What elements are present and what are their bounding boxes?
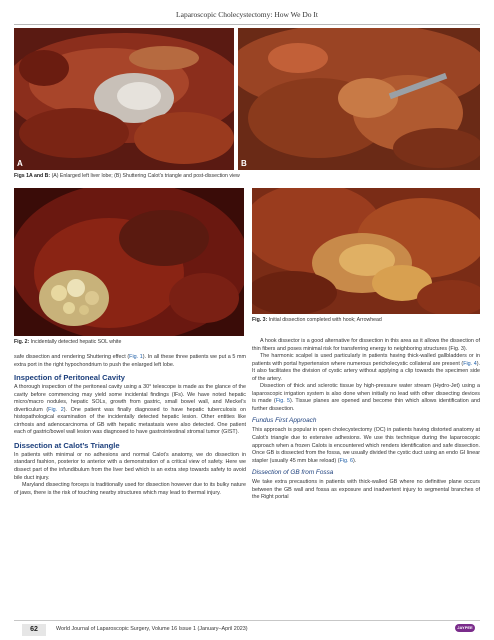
figure-1-caption-text: (A) Enlarged left liver lobe; (B) Shuttering Calot’s triangle and post-dissection view bbox=[50, 173, 240, 179]
right-paragraph-3 bbox=[252, 383, 480, 413]
figure-3-image bbox=[252, 188, 480, 314]
left-p1-text-b: ). In all these three patients we put a 5 mm extra port in the right hypochondrium to push the enlarged left lobe. bbox=[14, 354, 247, 368]
journal-citation: World Journal of Laparoscopic Surgery, Volume 16 Issue 1 (January–April 2023) bbox=[56, 626, 248, 632]
right-paragraph-4 bbox=[252, 427, 480, 465]
header-divider bbox=[14, 24, 480, 25]
publisher-logo: JAYPEE bbox=[455, 624, 475, 632]
figure-6-reference-link[interactable]: Fig. 6 bbox=[339, 457, 353, 464]
right-p3-text-b: ). Tissue planes are opened and become thin which allows identification and further dissection. bbox=[252, 398, 480, 412]
right-paragraph-2 bbox=[252, 353, 480, 383]
heading-fundus-first: Fundus First Approach bbox=[252, 417, 317, 425]
left-paragraph-2 bbox=[14, 384, 246, 437]
heading-calot-triangle: Dissection at Calot’s Triangle bbox=[14, 440, 120, 450]
left-column bbox=[14, 354, 246, 497]
figure-3-caption-text: Initial dissection completed with hook; Arrowhead bbox=[267, 317, 382, 323]
figure-1-reference-link[interactable]: Fig. 1 bbox=[129, 354, 143, 360]
figure-3-caption-label: Fig. 3: bbox=[252, 317, 268, 323]
left-p2-text-a: A thorough inspection of the peritoneal cavity using a 30° telescope is made as the glance of the cavity before commencing may yield some incidental findings (IFs). We have noted hepatic micro/macro nodules, hepatic SOLs, growth from gastric, small bowel wall, and Meckel’s diverticulum ( bbox=[14, 384, 246, 413]
figure-2-caption-text: Incidentally detected hepatic SOL white bbox=[29, 339, 122, 345]
figure-2-reference-link[interactable]: Fig. 2 bbox=[48, 406, 64, 413]
figure-2-caption bbox=[14, 339, 246, 346]
heading-gb-fossa: Dissection of GB from Fossa bbox=[252, 469, 334, 477]
figure-4-reference-link[interactable]: Fig. 4 bbox=[463, 360, 477, 367]
left-paragraph-4: Maryland dissecting forceps is traditionally used for dissection however due to its bulky nature of jaws, there is the risk of touching nearby structures which may lead to thermal injury. bbox=[14, 482, 246, 496]
figure-2-caption-label: Fig. 2: bbox=[14, 339, 30, 345]
left-p2-text-b: ). One patient was finally diagnosed to have hepatic tuberculosis on histopathological examination of the incidentally detected hepatic lesion. Other entities like cirrhosis and adenocarcinoma of GB with hepatic metastasis were also detected. One patient each of gastric/bowel wall lesion was diagnosed to have gastrointestinal stromal tumor (GIST). bbox=[14, 406, 246, 436]
figure-2-image bbox=[14, 188, 244, 336]
left-paragraph-3: In patients with minimal or no adhesions and normal Calot’s anatomy, we do dissection in standard fashion, posterior to anterior with a demonstration of a critical view of safety. Here we dissect part of the infundibulum from the liver bed which is an extra step towards safety to avoid bile duct injury. bbox=[14, 451, 246, 481]
page-number: 62 bbox=[22, 624, 46, 636]
right-p2-text-a: The harmonic scalpel is used particularly in patients having thick-walled gallbladders or in patients with portal hypertension where numerous pericholecystic collateral are present ( bbox=[252, 353, 480, 367]
footer-divider bbox=[14, 620, 480, 621]
left-paragraph-1 bbox=[14, 354, 246, 369]
figure-1a-image bbox=[14, 28, 234, 170]
right-column bbox=[252, 338, 480, 502]
left-p1-text-a: safe dissection and rendering Shuttering effect ( bbox=[14, 354, 130, 360]
figure-5-reference-link[interactable]: Fig. 5 bbox=[275, 398, 290, 405]
figure-1-caption-label: Figs 1A and B: bbox=[14, 173, 51, 179]
panel-b-label: B bbox=[241, 159, 247, 168]
right-p4-text-b: ). bbox=[352, 457, 357, 464]
figure-1-caption bbox=[14, 173, 480, 180]
right-p2-text-b: ). It also facilitates the division of cystic artery without applying a clip towards the specimen side of the artery. bbox=[252, 360, 480, 382]
right-paragraph-1: A hook dissector is a good alternative for dissection in this area as it allows the dissection of thin fibers and poses minimal risk for transferring energy to neighboring structures (Fig. 3). bbox=[252, 338, 480, 352]
right-p4-text-a: This approach is popular in open cholecystectomy (OC) in patients having distorted anatomy at Calot’s triangle due to extensive adhesions. We use this technique during the laparoscopic approach when a frozen Calots is encountered which renders identification and safe dissection. Once GB is dissected from the fossa, we usually divided the cystic duct using an endo GI linear stapler (usually 45 mm blue reload) ( bbox=[252, 427, 480, 464]
panel-a-label: A bbox=[17, 159, 23, 168]
heading-inspection-peritoneal: Inspection of Peritoneal Cavity bbox=[14, 373, 125, 383]
running-header: Laparoscopic Cholecystectomy: How We Do It bbox=[176, 10, 318, 19]
right-paragraph-5: We take extra precautions in patients with thick-walled GB where no definitive plane occurs between the GB wall and fossa as exposure and inadvertent injury to segmental branches of the Right portal bbox=[252, 479, 480, 501]
figure-3-caption bbox=[252, 317, 480, 324]
right-p3-text-a: Dissection of thick and sclerotic tissue by high-pressure water stream (Hydro-Jet) using a laparoscopic irrigation system is also done when initially no lead with other dissecting devices is made ( bbox=[252, 383, 480, 405]
figure-1b-image bbox=[238, 28, 480, 170]
